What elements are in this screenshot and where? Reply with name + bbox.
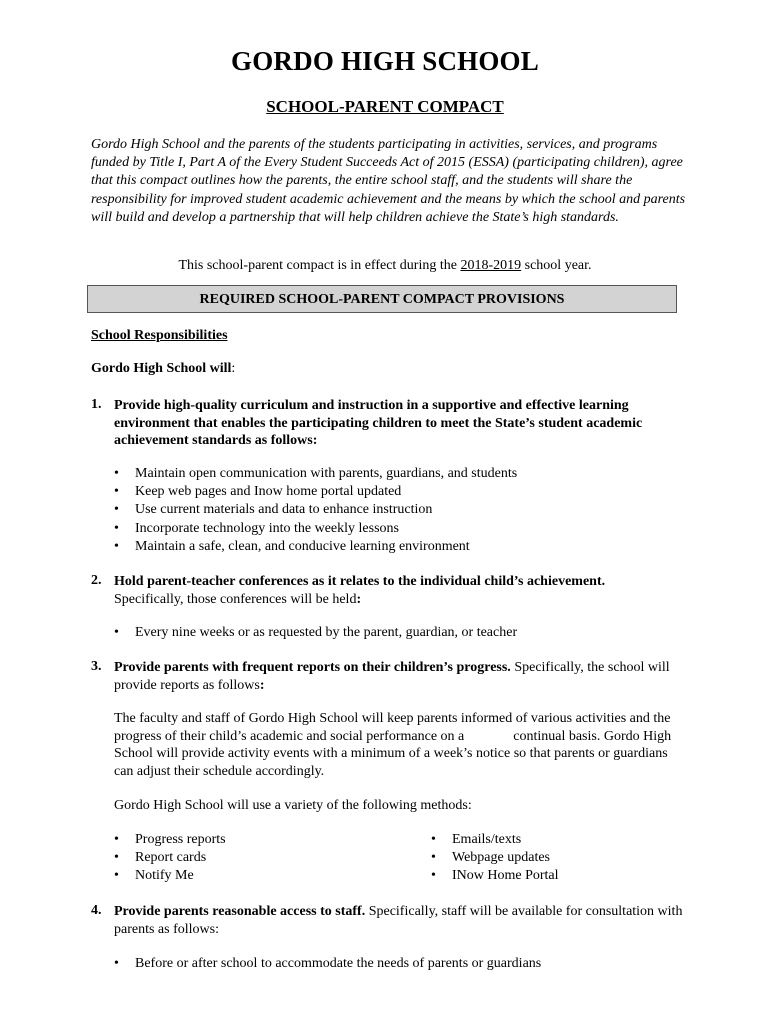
list-item: • Emails/texts [431, 831, 681, 849]
bullet-dot-icon: • [114, 625, 119, 640]
list-item: • Progress reports [114, 831, 394, 849]
item-3-colon: : [259, 677, 265, 693]
list-item: • Report cards [114, 849, 394, 867]
bullet-dot-icon: • [114, 868, 119, 884]
item-number-2: 2. [91, 573, 102, 588]
bullet-dot-icon: • [431, 868, 436, 884]
bullet-dot-icon: • [114, 484, 119, 500]
list-item: • Maintain open communication with parents, guardians, and students [114, 465, 674, 483]
item-1-bold: Provide high-quality curriculum and instruction in a supportive and effective learning environment that enables the participating children to meet the State’s student academic achievement standards as follows: [114, 398, 643, 448]
item-number-3: 3. [91, 659, 102, 674]
bullet-dot-icon: • [114, 502, 119, 518]
item-3-plain: Specifically, the school will provide reports as follows [114, 660, 670, 693]
effective-year: 2018-2019 [460, 258, 522, 273]
item-2-text [114, 573, 694, 608]
school-will-label: Gordo High School will [91, 361, 232, 376]
document-title: SCHOOL-PARENT COMPACT [266, 97, 504, 116]
item-3-text [114, 659, 694, 694]
bullet-dot-icon: • [114, 956, 119, 971]
item-1-bullet-list [114, 465, 674, 556]
intro-paragraph: Gordo High School and the parents of the students participating in activities, services, and programs funded by Title I, Part A of the Every Student Succeeds Act of 2015 (ESSA) (participating children), agree that this compact outlines how the parents, the entire school staff, and the students will share the responsibility for improved student academic achievement and the means by which the school and parents will build and develop a partnership that will help children achieve the State’s high standards. [91, 137, 686, 225]
item-4-bold: Provide parents reasonable access to staff. [114, 904, 366, 919]
bullet-dot-icon: • [431, 850, 436, 866]
list-item: • Incorporate technology into the weekly lessons [114, 520, 674, 538]
list-item: • Notify Me [114, 867, 394, 885]
item-4-plain: Specifically, staff will be available for consultation with parents as follows: [114, 904, 683, 937]
item-2-bullet-list [114, 624, 674, 642]
methods-list-left [114, 831, 394, 886]
item-4-text [114, 903, 694, 938]
list-item: • Keep web pages and Inow home portal updated [114, 483, 674, 501]
effective-text-after: school year. [521, 258, 592, 273]
list-item: • Webpage updates [431, 849, 681, 867]
list-item: • Maintain a safe, clean, and conducive learning environment [114, 538, 674, 556]
school-will-line [91, 361, 235, 377]
item-3-bold: Provide parents with frequent reports on their children’s progress. [114, 660, 511, 675]
provisions-banner: REQUIRED SCHOOL-PARENT COMPACT PROVISIONS [87, 285, 677, 313]
bullet-dot-icon: • [114, 466, 119, 481]
item-2-bold: Hold parent-teacher conferences as it relates to the individual child’s achievement. [114, 574, 606, 589]
item-number-1: 1. [91, 397, 102, 412]
school-name: GORDO HIGH SCHOOL [231, 46, 539, 76]
item-1-text [114, 397, 694, 450]
bullet-dot-icon: • [114, 850, 119, 866]
item-number-4: 4. [91, 903, 102, 918]
item-2-colon: : [356, 591, 362, 607]
bullet-dot-icon: • [114, 520, 119, 536]
list-item: • Every nine weeks or as requested by the parent, guardian, or teacher [114, 624, 674, 642]
item-4-bullet-list [114, 955, 674, 973]
school-will-colon: : [231, 361, 236, 376]
list-item: • INow Home Portal [431, 867, 681, 885]
item-3-paragraph-2: Gordo High School will use a variety of the following methods: [114, 798, 472, 813]
effective-statement [0, 258, 770, 274]
bullet-dot-icon: • [431, 832, 436, 847]
item-2-plain: Specifically, those conferences will be held [114, 591, 357, 607]
methods-list-right [431, 831, 681, 886]
bullet-dot-icon: • [114, 832, 119, 847]
list-item: • Before or after school to accommodate the needs of parents or guardians [114, 955, 674, 973]
list-item: • Use current materials and data to enhance instruction [114, 501, 674, 519]
item-3-paragraph-1: The faculty and staff of Gordo High School will keep parents informed of various activities and the progress of their child’s academic and social performance on a continual basis. Gordo High School will provide activity events with a minimum of a week’s notice so that parents or guardians can adjust their schedule accordingly. [114, 711, 675, 779]
section-heading: School Responsibilities [91, 328, 228, 343]
effective-text-before: This school-parent compact is in effect during the [178, 258, 461, 273]
bullet-dot-icon: • [114, 538, 119, 554]
